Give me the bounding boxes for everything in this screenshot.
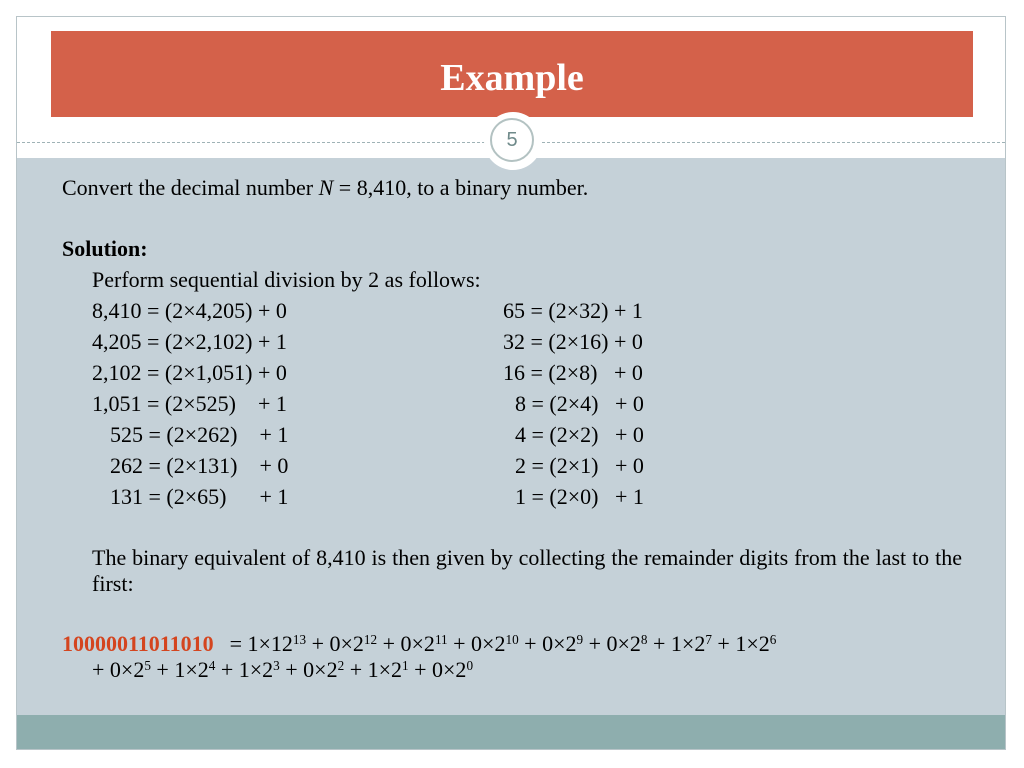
expansion-term-text: + 1×2 [215, 657, 274, 682]
expansion-term-exponent: 4 [208, 657, 216, 673]
right-step: 4 = (2×2) + 0 [515, 422, 644, 447]
expansion-term-text: + 0×2 [518, 631, 577, 656]
expansion-term-exponent: 7 [705, 631, 712, 647]
expansion-term-exponent: 0 [466, 657, 474, 673]
expansion-term-text: + 1×2 [711, 631, 770, 656]
expansion-line-2 [92, 657, 473, 683]
right-step: 1 = (2×0) + 1 [515, 484, 644, 509]
expansion-term-exponent: 11 [434, 631, 448, 647]
expansion-term-exponent: 6 [769, 631, 777, 647]
expansion-term-exponent: 10 [505, 631, 519, 647]
conclusion-text: The binary equivalent of 8,410 is then given by collecting the remainder digits from the last to the first: [92, 545, 962, 596]
expansion-term-text: + 0×2 [377, 631, 435, 656]
expansion-term-text: + 0×2 [92, 657, 145, 682]
slide-title: Example [440, 57, 584, 99]
slide-number: 5 [490, 118, 534, 162]
expansion-terms [92, 657, 473, 682]
right-step: 65 = (2×32) + 1 [503, 298, 643, 323]
expansion-term-exponent: 3 [273, 657, 280, 673]
footer-bar [17, 715, 1005, 749]
right-step: 32 = (2×16) + 0 [503, 329, 643, 354]
expansion-term-text: + 1×2 [647, 631, 706, 656]
right-step: 8 = (2×4) + 0 [515, 391, 644, 416]
expansion-term-text: + 0×2 [447, 631, 506, 656]
binary-result: 10000011011010 [62, 631, 214, 656]
expansion-line-1 [62, 631, 776, 657]
expansion-term-exponent: 1 [402, 657, 409, 673]
instruction-text: Perform sequential division by 2 as follows: [92, 267, 481, 292]
left-step: 8,410 = (2×4,205) + 0 [92, 298, 287, 323]
left-step: 1,051 = (2×525) + 1 [92, 391, 287, 416]
left-step: 262 = (2×131) + 0 [110, 453, 289, 478]
left-step: 525 = (2×262) + 1 [110, 422, 289, 447]
expansion-terms [230, 631, 777, 656]
expansion-term-text: + 1×2 [344, 657, 403, 682]
expansion-term-text: + 0×2 [408, 657, 467, 682]
expansion-term-exponent: 13 [292, 631, 307, 647]
expansion-term-text: = 1×12 [229, 631, 293, 656]
expansion-term-text: + 0×2 [583, 631, 641, 656]
expansion-term-exponent: 2 [337, 657, 345, 673]
right-step: 16 = (2×8) + 0 [503, 360, 643, 385]
expansion-term-text: + 0×2 [306, 631, 364, 656]
expansion-term-exponent: 8 [640, 631, 648, 647]
right-step: 2 = (2×1) + 0 [515, 453, 644, 478]
expansion-term-exponent: 9 [576, 631, 584, 647]
solution-heading: Solution: [62, 236, 148, 261]
left-step: 4,205 = (2×2,102) + 1 [92, 329, 287, 354]
expansion-term-text: + 1×2 [150, 657, 209, 682]
left-step: 131 = (2×65) + 1 [110, 484, 289, 509]
expansion-term-exponent: 12 [363, 631, 378, 647]
title-bar [51, 31, 973, 117]
question-variable: N [318, 175, 334, 200]
expansion-term-text: + 0×2 [279, 657, 338, 682]
question-text: Convert the decimal number N = 8,410, to a binary number. [62, 175, 589, 200]
expansion-term-exponent: 5 [144, 657, 151, 673]
left-step: 2,102 = (2×1,051) + 0 [92, 360, 287, 385]
